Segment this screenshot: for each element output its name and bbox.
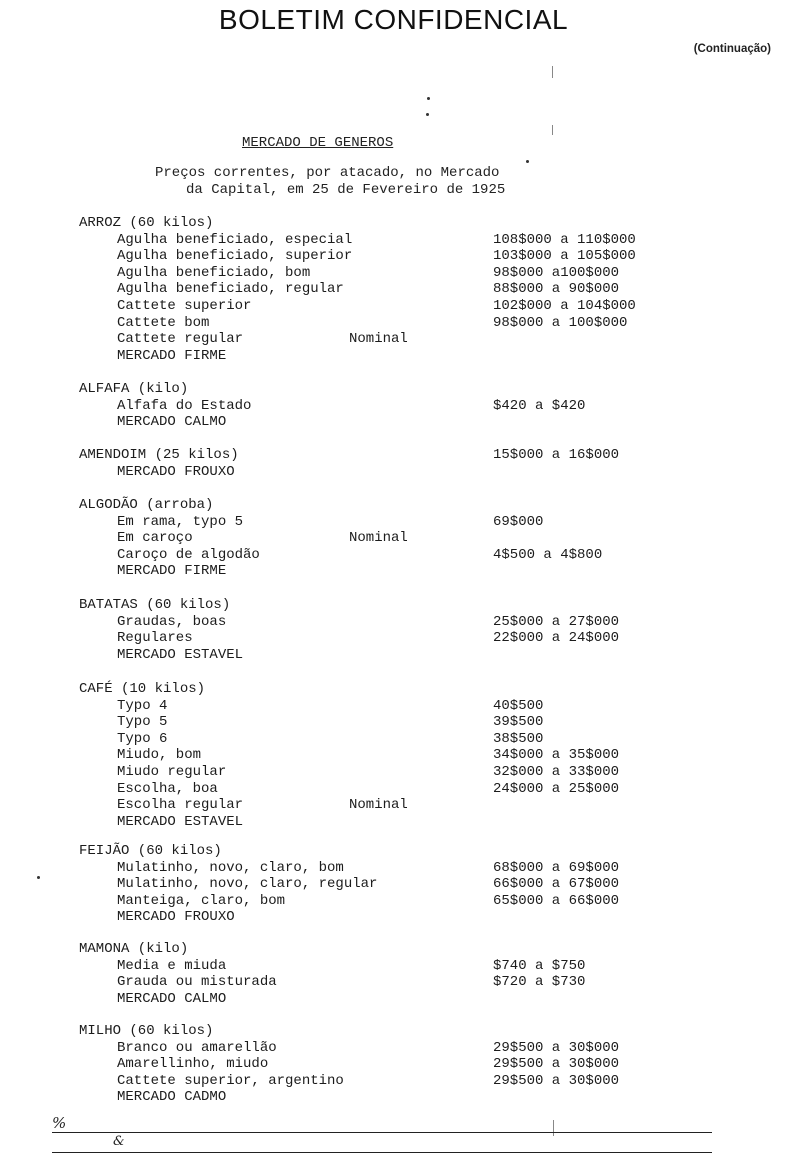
market-status: MERCADO FROUXO xyxy=(117,463,235,480)
scan-speck xyxy=(427,97,430,100)
price-range: 103$000 a 105$000 xyxy=(493,248,636,265)
footer-rule-bottom xyxy=(52,1152,712,1153)
category-heading: AMENDOIM (25 kilos) xyxy=(79,447,239,463)
market-status: MERCADO CALMO xyxy=(117,990,227,1007)
category-heading: ARROZ (60 kilos) xyxy=(79,215,214,231)
price-range: 15$000 a 16$000 xyxy=(493,447,620,463)
price-range: 22$000 a 24$000 xyxy=(493,630,620,647)
price-range: 4$500 a 4$800 xyxy=(493,546,603,563)
item-label: Em rama, typo 5 xyxy=(117,513,244,530)
item-label: Cattete regular xyxy=(117,331,244,348)
item-label: Escolha regular xyxy=(117,797,244,814)
market-status: MERCADO FIRME xyxy=(117,563,227,580)
price-range: 34$000 a 35$000 xyxy=(493,747,620,764)
item-label: Regulares xyxy=(117,630,193,647)
item-label: Em caroço xyxy=(117,530,193,547)
market-status: MERCADO CALMO xyxy=(117,414,227,431)
price-range: 65$000 a 66$000 xyxy=(493,892,620,909)
market-status: MERCADO ESTAVEL xyxy=(117,813,244,830)
item-label: Amarellinho, miudo xyxy=(117,1056,269,1073)
item-label: Caroço de algodão xyxy=(117,546,260,563)
item-label: Agulha beneficiado, especial xyxy=(117,231,353,248)
item-label: Mulatinho, novo, claro, regular xyxy=(117,876,378,893)
market-status: MERCADO FIRME xyxy=(117,347,227,364)
footer-rule-top xyxy=(52,1132,712,1133)
scan-mark xyxy=(553,1120,554,1136)
item-label: Cattete superior, argentino xyxy=(117,1072,344,1089)
market-status: MERCADO FROUXO xyxy=(117,909,235,926)
footer-mark-1: % xyxy=(52,1114,67,1132)
price-range: 102$000 a 104$000 xyxy=(493,298,636,314)
item-label: Graudas, boas xyxy=(117,613,227,630)
price-range: 32$000 a 33$000 xyxy=(493,764,620,780)
item-label: Cattete superior xyxy=(117,298,252,314)
price-range: $420 a $420 xyxy=(493,397,586,414)
price-range: 39$500 xyxy=(493,714,544,731)
category-heading: ALFAFA (kilo) xyxy=(79,381,189,397)
scan-speck xyxy=(526,160,529,163)
item-label: Branco ou amarellão xyxy=(117,1039,277,1056)
scan-mark xyxy=(552,125,553,135)
price-range: 29$500 a 30$000 xyxy=(493,1072,620,1089)
nominal-note: Nominal xyxy=(349,530,408,547)
item-label: Typo 6 xyxy=(117,730,168,747)
price-range: 98$000 a100$000 xyxy=(493,264,620,281)
item-label: Typo 4 xyxy=(117,697,168,714)
category-heading: BATATAS (60 kilos) xyxy=(79,597,231,613)
bulletin-title: BOLETIM CONFIDENCIAL xyxy=(218,4,569,35)
price-range: 66$000 a 67$000 xyxy=(493,876,620,893)
price-range: 40$500 xyxy=(493,697,544,714)
price-range: 25$000 a 27$000 xyxy=(493,613,620,630)
item-label: Miudo, bom xyxy=(117,747,202,764)
scan-speck xyxy=(37,876,40,879)
category-heading: ALGODÃO (arroba) xyxy=(79,497,214,513)
item-label: Typo 5 xyxy=(117,714,168,731)
price-range: 108$000 a 110$000 xyxy=(493,231,636,248)
item-label: Manteiga, claro, bom xyxy=(117,892,286,909)
continuation-label: (Continuação) xyxy=(693,43,771,55)
nominal-note: Nominal xyxy=(349,331,408,348)
section-title: MERCADO DE GENEROS xyxy=(242,135,394,151)
item-label: Cattete bom xyxy=(117,314,210,331)
price-range: 29$500 a 30$000 xyxy=(493,1056,620,1073)
nominal-note: Nominal xyxy=(349,797,408,814)
subtitle-line-1: Preços correntes, por atacado, no Mercado xyxy=(155,165,500,181)
category-heading: MAMONA (kilo) xyxy=(79,941,189,957)
price-range: 69$000 xyxy=(493,513,544,530)
item-label: Agulha beneficiado, bom xyxy=(117,264,311,281)
price-range: 38$500 xyxy=(493,730,544,747)
scan-mark xyxy=(552,66,553,78)
category-heading: MILHO (60 kilos) xyxy=(79,1023,214,1039)
item-label: Media e miuda xyxy=(117,957,227,974)
footer-mark-2: & xyxy=(113,1134,125,1149)
category-heading: FEIJÃO (60 kilos) xyxy=(79,843,222,859)
price-range: $720 a $730 xyxy=(493,974,586,991)
subtitle-line-2: da Capital, em 25 de Fevereiro de 1925 xyxy=(186,182,506,198)
price-range: $740 a $750 xyxy=(493,957,586,974)
category-heading: CAFÉ (10 kilos) xyxy=(79,681,206,697)
item-label: Mulatinho, novo, claro, bom xyxy=(117,859,344,876)
item-label: Agulha beneficiado, regular xyxy=(117,281,344,298)
scan-speck xyxy=(426,113,429,116)
item-label: Grauda ou misturada xyxy=(117,974,277,991)
price-range: 29$500 a 30$000 xyxy=(493,1039,620,1056)
item-label: Agulha beneficiado, superior xyxy=(117,248,353,265)
item-label: Miudo regular xyxy=(117,764,227,780)
market-status: MERCADO ESTAVEL xyxy=(117,646,244,663)
item-label: Alfafa do Estado xyxy=(117,397,252,414)
item-label: Escolha, boa xyxy=(117,780,218,797)
price-range: 24$000 a 25$000 xyxy=(493,780,620,797)
price-range: 68$000 a 69$000 xyxy=(493,859,620,876)
price-range: 98$000 a 100$000 xyxy=(493,314,628,331)
market-status: MERCADO CADMO xyxy=(117,1089,227,1106)
price-range: 88$000 a 90$000 xyxy=(493,281,620,298)
